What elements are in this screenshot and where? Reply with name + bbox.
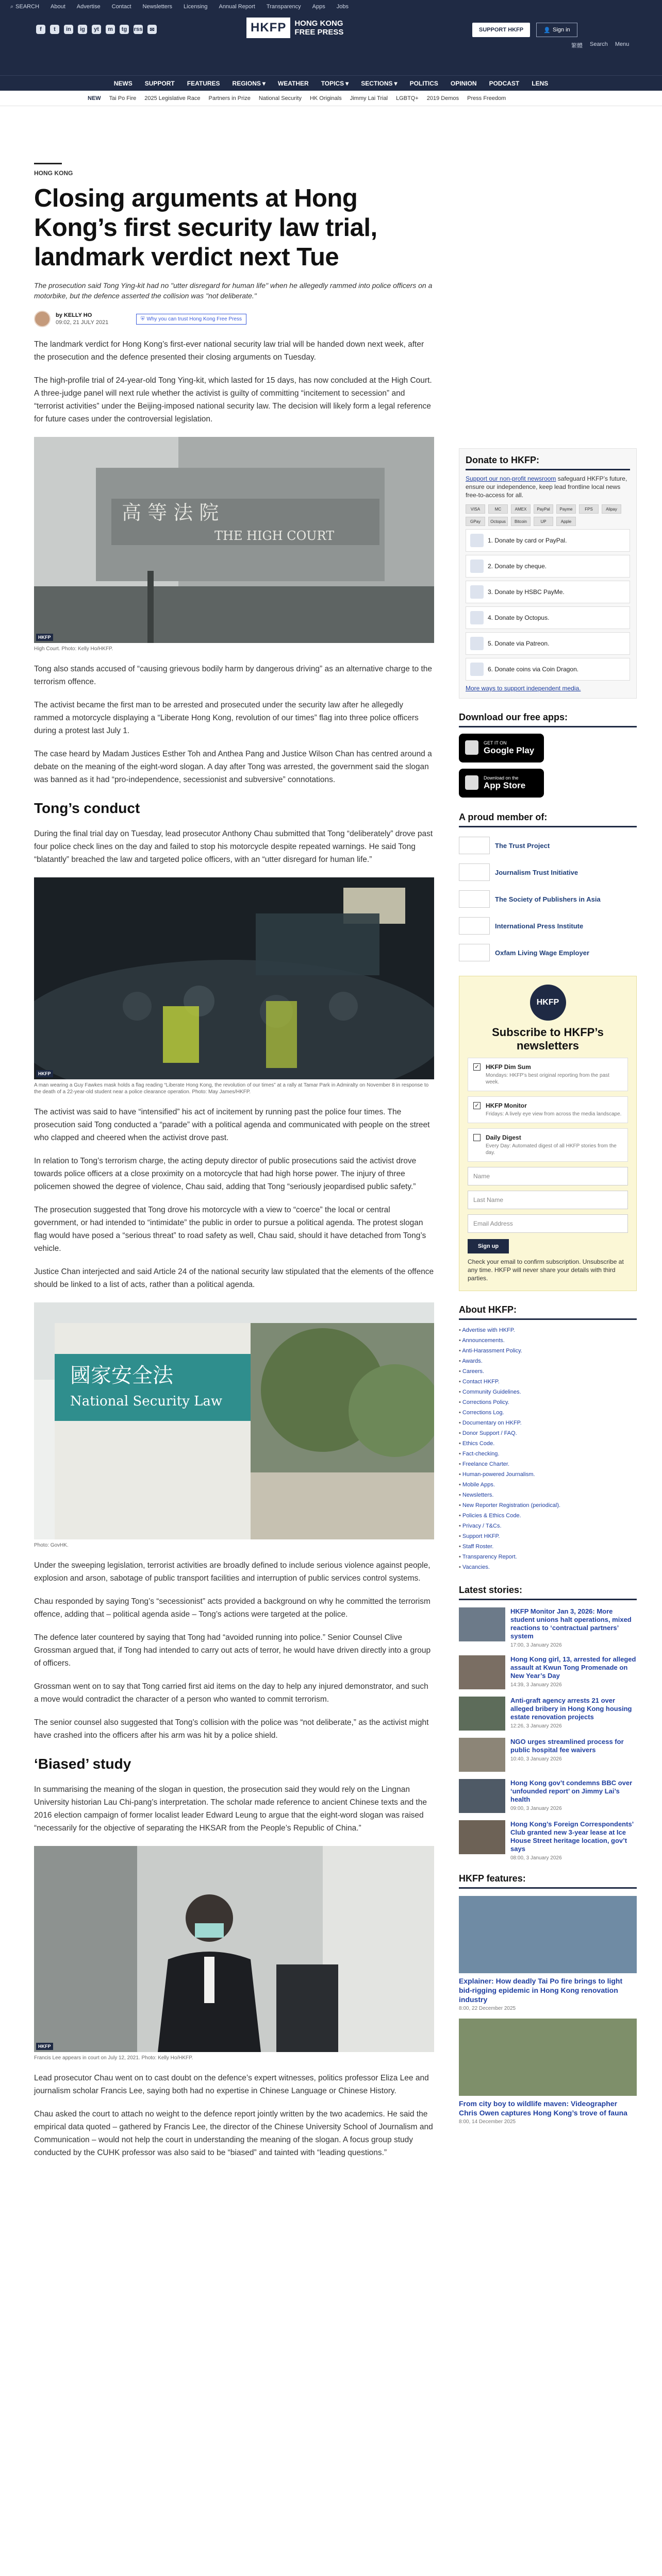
unionpay-icon: UP	[534, 517, 553, 526]
article-paragraph: Chau responded by saying Tong’s “secessionist” acts provided a background on why he committed the terrorism offence, adding that – political agenda aside – Tong’s actions were targeted at the police.	[34, 1597, 431, 1619]
article-paragraph: The activist became the first man to be arrested and prosecuted under the security law after he allegedly rammed a motorcycle displaying a “Liberate Hong Kong, revolution of our times” flag into three police officers during a protest last July 1.	[34, 701, 419, 735]
rss-icon[interactable]: rss	[134, 25, 143, 34]
about-title: About HKFP:	[459, 1304, 637, 1320]
article-paragraph: During the final trial day on Tuesday, lead prosecutor Anthony Chau submitted that Tong “deliberately” drove past four police check lines on the day and failed to stop his motorcycle despite repeated warnings. He said Tong “blatantly” breached the law and targeted police officers, with an “utter disregard for human life.”	[34, 829, 433, 864]
bitcoin-icon: Bitcoin	[511, 517, 531, 526]
applepay-icon: Apple	[556, 517, 576, 526]
photo-francis-lee	[34, 1846, 434, 2052]
article-paragraph: The landmark verdict for Hong Kong’s first-ever national security law trial will be handed down next week, after the prosecution and the defence presented their closing arguments on Tuesday.	[34, 340, 424, 362]
author-avatar	[34, 311, 51, 327]
apple-icon	[465, 775, 478, 790]
nav-regions[interactable]: REGIONS ▾	[232, 79, 266, 87]
about-link[interactable]: • Privacy / T&Cs.	[459, 1521, 637, 1531]
checkbox[interactable]: ✓	[473, 1063, 481, 1071]
apps-title: Download our free apps:	[459, 712, 637, 727]
donate-option[interactable]: 2. Donate by cheque.	[466, 555, 630, 578]
article-paragraph: Under the sweeping legislation, terrorist activities are broadly defined to include serious violence against people, explosion and arson, sabotage of public transport facilities and interruption of public services control systems.	[34, 1561, 431, 1583]
photo-protest-crowd	[34, 877, 434, 1079]
nav-lens[interactable]: LENS	[532, 79, 549, 87]
header-menu[interactable]: Menu	[615, 41, 630, 47]
sopa-logo	[459, 890, 490, 908]
fps-icon: FPS	[579, 504, 599, 514]
trending-link[interactable]: 2019 Demos	[426, 95, 459, 101]
header-utilities	[571, 41, 629, 49]
main-nav	[0, 75, 662, 91]
donate-option[interactable]: 5. Donate via Patreon.	[466, 632, 630, 655]
about-link[interactable]: • Staff Roster.	[459, 1541, 637, 1552]
about-list	[459, 1325, 637, 1572]
figure-caption: Francis Lee appears in court on July 12, 2021. Photo: Kelly Ho/HKFP.	[34, 2055, 193, 2061]
cheque-icon	[470, 560, 484, 573]
topbar-link-contact[interactable]: Contact	[111, 4, 131, 10]
donate-option[interactable]: 4. Donate by Octopus.	[466, 606, 630, 629]
francis-lee-illustration	[34, 1846, 434, 2052]
latest-story[interactable]: Hong Kong’s Foreign Correspondents’ Club granted new 3-year lease at Ice House Street heritage location, gov’t says 08:00, 3 January 2026	[459, 1820, 637, 1861]
twitter-icon[interactable]: t	[50, 25, 59, 34]
chevron-down-icon: ▾	[345, 79, 349, 87]
article-paragraph: The high-profile trial of 24-year-old Tong Ying-kit, which lasted for 15 days, has now concluded at the High Court. A three-judge panel will next rule whether the activist is guilty of committing “incitement to secession” and “terrorist activities” under the Beijing-imposed national security law. The decision will likely form a legal reference for future cases under the controversial legislation.	[34, 376, 432, 423]
trust-project-logo	[459, 837, 490, 854]
feature-thumbnail	[459, 2019, 637, 2096]
protest-illustration	[34, 877, 434, 1079]
section-heading: Tong’s conduct	[34, 800, 140, 816]
nav-podcast[interactable]: PODCAST	[489, 79, 520, 87]
nav-news[interactable]: NEWS	[113, 79, 133, 87]
logo-mark: HKFP	[246, 18, 290, 38]
topbar-link-jobs[interactable]: Jobs	[336, 4, 349, 10]
figure-caption: High Court. Photo: Kelly Ho/HKFP.	[34, 646, 113, 652]
about-link[interactable]: • Corrections Policy.	[459, 1397, 637, 1408]
about-link[interactable]: • Vacancies.	[459, 1562, 637, 1572]
about-link[interactable]: • New Reporter Registration (periodical).	[459, 1500, 637, 1511]
latest-story[interactable]: Hong Kong girl, 13, arrested for alleged assault at Kwun Tong Promenade on New Year’s Day 14:39, 3 January 2026	[459, 1655, 637, 1689]
story-thumbnail	[459, 1820, 505, 1854]
newsletter-note: Check your email to confirm subscription. Unsubscribe at any time. HKFP will never share your details with third parties.	[468, 1258, 624, 1282]
about-link[interactable]: • Mobile Apps.	[459, 1480, 637, 1490]
topbar-link-newsletters[interactable]: Newsletters	[142, 4, 173, 10]
figure-high-court	[34, 437, 434, 652]
figure-caption: A man wearing a Guy Fawkes mask holds a flag reading “Liberate Hong Kong, the revolution of our times” at a rally at Tamar Park in Admiralty on November 8 in response to the death of a 22-year-old student near a police clearance operation. Photo: May James/HKFP.	[34, 1082, 429, 1095]
nav-opinion[interactable]: OPINION	[450, 79, 477, 87]
about-link[interactable]: • Policies & Ethics Code.	[459, 1511, 637, 1521]
members-widget	[459, 812, 637, 961]
photo-watermark: HKFP	[36, 1070, 53, 1077]
author-info	[56, 312, 108, 326]
payme-icon	[470, 585, 484, 599]
social-links	[36, 25, 157, 34]
article-paragraph: Chau asked the court to attach no weight to the defence report jointly written by the two academics. He said the empirical data quoted – gathered by Francis Lee, the director of the Chinese University School of Journalism and Communication – would not help the court in understanding the meaning of the slogan. A focus group study conducted by the CUHK professor was also said to be “biased” and tainted with “leading questions.”	[34, 2110, 433, 2157]
about-link[interactable]: • Community Guidelines.	[459, 1387, 637, 1397]
donate-option[interactable]: 6. Donate coins via Coin Dragon.	[466, 658, 630, 681]
trust-button[interactable]: ⛨ Why you can trust Hong Kong Free Press	[136, 314, 246, 325]
checkbox[interactable]: ✓	[473, 1102, 481, 1109]
about-link[interactable]: • Contact HKFP.	[459, 1377, 637, 1387]
visa-icon: VISA	[466, 504, 485, 514]
header-search[interactable]: Search	[590, 41, 608, 47]
trending-link[interactable]: Jimmy Lai Trial	[350, 95, 388, 101]
feature-thumbnail	[459, 1896, 637, 1973]
features-title: HKFP features:	[459, 1873, 637, 1889]
article-paragraph: The defence later countered by saying that Tong had “avoided running into police.” Senior Counsel Clive Grossman argued that, if Tong had intended to carry out acts of terror, he would have driven directly into a group of officers.	[34, 1633, 431, 1668]
about-link[interactable]: • Ethics Code.	[459, 1438, 637, 1449]
octopus-icon: Octopus	[488, 517, 508, 526]
shield-icon: ⛨	[140, 316, 145, 322]
jti-logo	[459, 863, 490, 881]
article-paragraph: The senior counsel also suggested that Tong’s collision with the police was “not deliberate,” as the activist might have crashed into the officers after his arm was hit by a police shield.	[34, 1718, 429, 1740]
article-paragraph: In relation to Tong’s terrorism charge, the acting deputy director of public prosecutions said the activist drove towards police officers at a close proximity on a motorcycle that had high horse power. The injury of three policemen showed the degree of violence, Chau said, adding that Tong “seriously jeopardised public safety.”	[34, 1157, 417, 1191]
donate-widget	[459, 448, 637, 699]
patreon-icon	[470, 637, 484, 650]
nav-politics[interactable]: POLITICS	[409, 79, 438, 87]
paypal-icon: PayPal	[534, 504, 553, 514]
mastodon-icon[interactable]: m	[106, 25, 115, 34]
article-paragraph: Tong also stands accused of “causing grievous bodily harm by dangerous driving” as an alternative charge to the terrorism offence.	[34, 665, 433, 686]
topbar-link-advertise[interactable]: Advertise	[76, 4, 101, 10]
byline	[34, 310, 434, 328]
figure-protest	[34, 877, 434, 1095]
member-trust-project[interactable]: The Trust Project	[459, 837, 637, 854]
about-link[interactable]: • Anti-Harassment Policy.	[459, 1346, 637, 1356]
facebook-icon[interactable]: f	[36, 25, 45, 34]
about-link[interactable]: • Fact-checking.	[459, 1449, 637, 1459]
nsl-banner-illustration	[34, 1302, 434, 1539]
app-store-badge[interactable]: Download on the App Store	[459, 769, 544, 798]
oxfam-logo	[459, 944, 490, 961]
donate-title: Donate to HKFP:	[466, 455, 630, 470]
about-link[interactable]: • Awards.	[459, 1356, 637, 1366]
story-thumbnail	[459, 1697, 505, 1731]
youtube-icon[interactable]: yt	[92, 25, 101, 34]
article-headline: Closing arguments at Hong Kong’s first security law trial, landmark verdict next Tue	[34, 184, 377, 271]
court-sign-text: 高 等 法 院	[122, 501, 219, 524]
trending-bar	[0, 91, 662, 106]
payme-icon: Payme	[556, 504, 576, 514]
photo-watermark: HKFP	[36, 2043, 53, 2050]
figure-nsl-banner	[34, 1302, 434, 1549]
photo-nsl-banner	[34, 1302, 434, 1539]
article	[34, 149, 434, 2159]
top-utility-bar	[0, 0, 662, 13]
payment-logos	[466, 504, 630, 526]
article-paragraph: The activist was said to have “intensified” his act of incitement by running past the police four times. The prosecution said Tong conducted a “parade” with a political agenda and communicated with people on the street who clapped and cheered when the activist drove past.	[34, 1108, 430, 1142]
about-link[interactable]: • Freelance Charter.	[459, 1459, 637, 1469]
story-thumbnail	[459, 1779, 505, 1813]
high-court-illustration	[34, 437, 434, 643]
nav-weather[interactable]: WEATHER	[277, 79, 309, 87]
sign-in-button[interactable]: 👤 Sign in	[536, 23, 577, 37]
member-ipi[interactable]: International Press Institute	[459, 917, 637, 935]
about-link[interactable]: • Documentary on HKFP.	[459, 1418, 637, 1428]
figure-caption: Photo: GovHK.	[34, 1543, 69, 1548]
article-paragraph: The case heard by Madam Justices Esther Toh and Anthea Pang and Justice Wilson Chan has centred around a debate on the meaning of the eight-word slogan. A day after Tong was arrested, the government said the slogan was banned as it had “pro-independence, secessionist and subversive” connotations.	[34, 750, 432, 784]
newsletter-option[interactable]: ✓ HKFP Dim Sum Mondays: HKFP’s best original reporting from the past week.	[468, 1058, 628, 1091]
article-paragraph: The prosecution suggested that Tong drove his motorcycle with a view to “coerce” the local or central government, or had intended to “intimidate” the public in order to pursue a political agenda. The protest slogan flag would have posed a “serious threat” to road safety as well, Chau said, should it have detached from Tong’s vehicle.	[34, 1206, 426, 1253]
octopus-icon	[470, 611, 484, 624]
language-toggle[interactable]: 繁體	[571, 43, 583, 49]
email-icon[interactable]: ✉	[147, 25, 157, 34]
user-icon: 👤	[543, 27, 551, 33]
nsl-sign-chinese: 國家安全法	[70, 1364, 173, 1387]
nav-support[interactable]: SUPPORT	[144, 79, 175, 87]
newsletter-option[interactable]: ✓ HKFP Monitor Fridays: A lively eye view from across the media landscape.	[468, 1096, 628, 1123]
topbar-link-annual-report[interactable]: Annual Report	[219, 4, 255, 10]
trending-link[interactable]: Press Freedom	[467, 95, 506, 101]
trending-label: NEW	[88, 95, 101, 101]
article-kicker[interactable]: HONG KONG	[34, 163, 62, 177]
about-link[interactable]: • Advertise with HKFP.	[459, 1325, 637, 1335]
trending-link[interactable]: National Security	[258, 95, 302, 101]
member-sopa[interactable]: The Society of Publishers in Asia	[459, 890, 637, 908]
checkbox[interactable]	[473, 1134, 481, 1141]
about-link[interactable]: • Donor Support / FAQ.	[459, 1428, 637, 1438]
figure-francis-lee	[34, 1846, 434, 2061]
nav-sections[interactable]: SECTIONS ▾	[361, 79, 398, 87]
topbar-search[interactable]: ⌕ SEARCH	[10, 3, 40, 10]
about-link[interactable]: • Announcements.	[459, 1335, 637, 1346]
nav-features[interactable]: FEATURES	[187, 79, 220, 87]
feature-story[interactable]: Explainer: How deadly Tai Po fire brings to light bid-rigging epidemic in Hong Kong renovation industry 8:00, 22 December 2025	[459, 1896, 637, 2011]
google-play-badge[interactable]: GET IT ON Google Play	[459, 734, 544, 762]
court-sign-text-en: THE HIGH COURT	[214, 529, 335, 543]
trending-link[interactable]: Tai Po Fire	[109, 95, 137, 101]
nsl-sign-english: National Security Law	[70, 1394, 223, 1409]
member-oxfam[interactable]: Oxfam Living Wage Employer	[459, 944, 637, 961]
photo-watermark: HKFP	[36, 634, 53, 641]
trending-link[interactable]: LGBTQ+	[396, 95, 419, 101]
first-name-field[interactable]: Name	[468, 1167, 628, 1185]
story-thumbnail	[459, 1607, 505, 1641]
google-play-icon	[465, 740, 478, 755]
newsletter-signup-button[interactable]: Sign up	[468, 1239, 509, 1253]
latest-story[interactable]: HKFP Monitor Jan 3, 2026: More student unions halt operations, mixed reactions to ‘contractual partners’ system 17:00, 3 January 2026	[459, 1607, 637, 1648]
story-thumbnail	[459, 1738, 505, 1772]
about-link[interactable]: • Newsletters.	[459, 1490, 637, 1500]
members-title: A proud member of:	[459, 812, 637, 827]
topbar-link-transparency[interactable]: Transparency	[266, 4, 301, 10]
newsletter-widget	[459, 976, 637, 1291]
site-logo[interactable]	[246, 18, 343, 38]
latest-story[interactable]: Anti-graft agency arrests 21 over alleged bribery in Hong Kong housing estate renovation projects 12:26, 3 January 2026	[459, 1697, 637, 1731]
donate-intro-link[interactable]: Support our non-profit newsroom	[466, 475, 556, 482]
article-paragraph: In summarising the meaning of the slogan in question, the prosecution said they would rely on the Lingnan University historian Lau Chi-pang’s interpretation. The scholar made reference to ancient Chinese texts and the 2016 election campaign of former localist leader Edward Leung to argue that the eight-word slogan was raised “necessarily for the objective of separating the HKSAR from the People’s Republic of China.”	[34, 1785, 427, 1833]
donate-more-link[interactable]: More ways to support independent media.	[466, 685, 581, 692]
coin-icon	[470, 663, 484, 676]
apps-widget	[459, 712, 637, 798]
chevron-down-icon: ▾	[262, 79, 266, 87]
chevron-down-icon: ▾	[394, 79, 398, 87]
features-widget	[459, 1873, 637, 2125]
topbar-link-licensing[interactable]: Licensing	[184, 4, 208, 10]
logo-wordmark: HONG KONG FREE PRESS	[294, 19, 344, 37]
publish-date: 09:02, 21 JULY 2021	[56, 319, 109, 326]
topbar-link-apps[interactable]: Apps	[312, 4, 325, 10]
trending-link[interactable]: Partners in Prize	[208, 95, 251, 101]
latest-widget	[459, 1585, 637, 1861]
newsletter-option[interactable]: Daily Digest Every Day: Automated digest of all HKFP stories from the day.	[468, 1128, 628, 1162]
article-paragraph: Justice Chan interjected and said Article 24 of the national security law stipulated that the elements of the offence should be linked to a list of acts, rather than a political agenda.	[34, 1267, 434, 1289]
latest-story[interactable]: Hong Kong gov’t condemns BBC over ‘unfounded report’ on Jimmy Lai’s health 09:00, 3 January 2026	[459, 1779, 637, 1813]
sidebar	[459, 448, 637, 2125]
article-standfirst: The prosecution said Tong Ying-kit had no "utter disregard for human life" when he allegedly rammed into police officers on a motorbike, but the defence asserted the collision was "not deliberate."	[34, 281, 433, 300]
about-widget	[459, 1304, 637, 1572]
mastercard-icon: MC	[488, 504, 508, 514]
about-link[interactable]: • Corrections Log.	[459, 1408, 637, 1418]
newsletter-title: Subscribe to HKFP’s newsletters	[492, 1026, 604, 1052]
latest-story[interactable]: NGO urges streamlined process for public hospital fee waivers 10:40, 3 January 2026	[459, 1738, 637, 1772]
search-icon: ⌕	[10, 3, 14, 10]
donate-option[interactable]: 1. Donate by card or PayPal.	[466, 529, 630, 552]
linkedin-icon[interactable]: in	[64, 25, 73, 34]
author-name[interactable]: by KELLY HO	[56, 312, 92, 318]
alipay-icon: Alipay	[602, 504, 621, 514]
feature-story[interactable]: From city boy to wildlife maven: Videographer Chris Owen captures Hong Kong’s trove of fauna 8:00, 14 December 2025	[459, 2019, 637, 2125]
amex-icon: AMEX	[511, 504, 531, 514]
newsletter-logo: HKFP	[530, 985, 566, 1021]
support-hkfp-button[interactable]: SUPPORT HKFP	[472, 23, 530, 37]
about-link[interactable]: • Careers.	[459, 1366, 637, 1377]
email-field[interactable]: Email Address	[468, 1214, 628, 1233]
article-paragraph: Grossman went on to say that Tong carried first aid items on the day to help any injured demonstrator, and such a move would contradict the character of a person who wanted to commit terrorism.	[34, 1682, 428, 1704]
member-jti[interactable]: Journalism Trust Initiative	[459, 863, 637, 881]
donate-intro: Support our non-profit newsroom safeguard HKFP’s future, ensure our independence, keep lead frontline local news free-to-access for all.	[466, 475, 627, 499]
donate-option[interactable]: 3. Donate by HSBC PayMe.	[466, 581, 630, 603]
section-heading: ‘Biased’ study	[34, 1756, 131, 1772]
photo-high-court	[34, 437, 434, 643]
gpay-icon: GPay	[466, 517, 485, 526]
telegram-icon[interactable]: tg	[120, 25, 129, 34]
about-link[interactable]: • Transparency Report.	[459, 1552, 637, 1562]
about-link[interactable]: • Support HKFP.	[459, 1531, 637, 1541]
latest-title: Latest stories:	[459, 1585, 637, 1600]
article-paragraph: Lead prosecutor Chau went on to cast doubt on the defence’s expert witnesses, politics professor Eliza Lee and journalism scholar Francis Lee, saying both had no expertise in Chinese Language or Chinese History.	[34, 2074, 429, 2095]
nav-topics[interactable]: TOPICS ▾	[321, 79, 349, 87]
last-name-field[interactable]: Last Name	[468, 1191, 628, 1209]
trending-link[interactable]: HK Originals	[309, 95, 342, 101]
card-icon	[470, 534, 484, 547]
trending-link[interactable]: 2025 Legislative Race	[144, 95, 201, 101]
instagram-icon[interactable]: ig	[78, 25, 87, 34]
story-thumbnail	[459, 1655, 505, 1689]
topbar-link-about[interactable]: About	[51, 4, 65, 10]
about-link[interactable]: • Human-powered Journalism.	[459, 1469, 637, 1480]
ipi-logo	[459, 917, 490, 935]
